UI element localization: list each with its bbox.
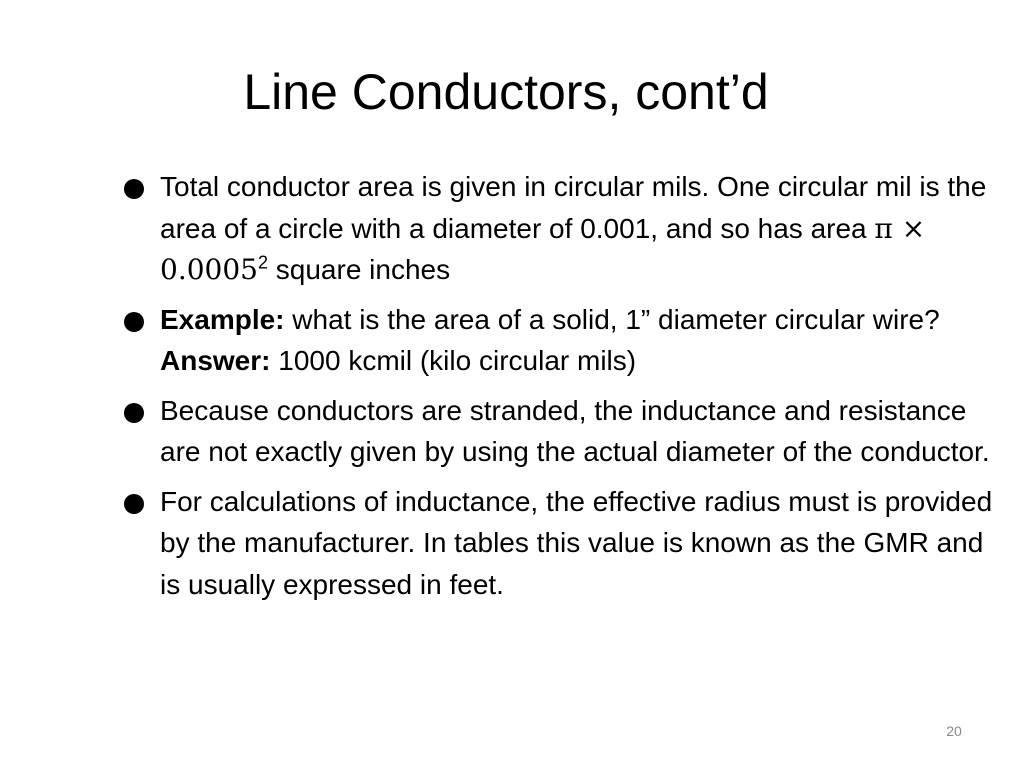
answer-label: Answer: [160,345,271,376]
bullet-item-gmr [118,481,998,606]
bullet-icon [124,494,144,514]
bullet-icon [124,312,144,332]
bullet-text: For calculations of inductance, the effective radius must is provided by the manufacturer. In tables this value is known as the GMR and is usually expressed in feet. [160,485,993,600]
bullet-list [118,166,998,613]
bullet-item-example [118,299,998,382]
bullet-text-units: square inches [268,254,451,285]
answer-text: 1000 kcmil (kilo circular mils) [270,345,637,376]
area-formula: π × 0.0005 [160,211,926,286]
bullet-text [160,166,998,291]
bullet-text-main: Total conductor area is given in circular mils. One circular mil is the area of a circle with a diameter of 0.001, and so has area [160,171,987,244]
page-number: 20 [946,723,962,739]
bullet-text [160,299,998,341]
bullet-icon [124,403,144,423]
example-label: Example: [160,303,285,335]
bullet-item-conductor-area [118,166,998,291]
area-formula-exponent: 2 [257,252,268,273]
answer-line [160,340,998,382]
example-question: what is the area of a solid, 1” diameter circular wire? [284,303,940,335]
bullet-text: Because conductors are stranded, the inductance and resistance are not exactly given by using the actual diameter of the conductor. [160,394,990,467]
bullet-item-stranded [118,390,998,473]
slide-title: Line Conductors, cont’d [243,64,769,120]
bullet-icon [124,179,144,199]
